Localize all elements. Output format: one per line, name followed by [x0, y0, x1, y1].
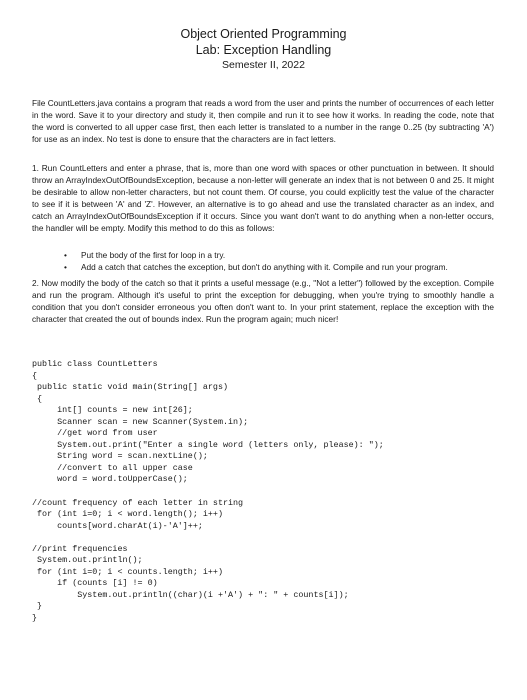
bullet-text: Put the body of the first for loop in a try. [81, 250, 226, 260]
bullet-icon: • [64, 250, 67, 260]
code-line: word = word.toUpperCase(); [32, 474, 188, 485]
code-line: //get word from user [32, 428, 158, 439]
step-2-paragraph: 2. Now modify the body of the catch so that it prints a useful message (e.g., "Not a letter") followed by the exception. Compile and run the program. Although it's useful to print the exception for debugging, when you're trying to smoothly handle a condition that you don't consider erroneous you often don't want to. In your print statement, replace the exception with the character that created the out of bounds index. Run the program again; much nicer! [32, 278, 494, 324]
step-1-paragraph: 1. Run CountLetters and enter a phrase, that is, more than one word with spaces or other punctuation in between. It should throw an ArrayIndexOutOfBoundsException, because a non-letter will generate an index that is not between 0 and 25. It might be desirable to allow non-letter characters, but not count them. Of course, you could explicitly test the value of the character to see if it is between 'A' and 'Z'. However, an alternative is to go ahead and use the translated character as an index, and catch an ArrayIndexOutOfBoundsException if it occurs. Since you want don't want to do anything when a non-letter occurs, the handler will be empty. Modify this method to do this as follows: [32, 163, 494, 233]
code-line: //count frequency of each letter in string [32, 497, 244, 508]
code-line: public class CountLetters [32, 359, 158, 369]
code-line: for (int i=0; i < counts.length; i++) [32, 566, 223, 577]
code-line: //print frequencies [32, 543, 128, 554]
document-subtitle: Lab: Exception Handling [195, 43, 332, 57]
code-line: if (counts [i] != 0) [32, 578, 158, 589]
code-line: //convert to all upper case [32, 462, 193, 473]
bullet-text: Add a catch that catches the exception, but don't do anything with it. Compile and run your program. [81, 261, 448, 272]
semester-label: Semester II, 2022 [222, 59, 305, 71]
code-line: System.out.println(); [32, 555, 143, 566]
bullet-item [64, 250, 494, 262]
code-line: { [32, 370, 38, 381]
code-line: int[] counts = new int[26]; [32, 405, 193, 416]
code-line: String word = scan.nextLine(); [32, 451, 208, 462]
code-line: System.out.print("Enter a single word (letters only, please): "); [32, 439, 384, 450]
code-line: } [32, 613, 38, 624]
step-1-bullet-list [64, 250, 494, 274]
bullet-item [64, 262, 494, 274]
code-listing [32, 359, 384, 625]
code-line: } [32, 601, 43, 612]
bullet-icon: • [64, 261, 67, 272]
code-line: System.out.println((char)(i +'A') + ": " + counts[i]); [32, 589, 349, 600]
code-line: { [32, 393, 43, 404]
document-title: Object Oriented Programming [180, 27, 347, 41]
code-line: for (int i=0; i < word.length(); i++) [32, 509, 223, 520]
code-line: public static void main(String[] args) [32, 382, 229, 393]
code-line: Scanner scan = new Scanner(System.in); [32, 416, 249, 427]
intro-paragraph: File CountLetters.java contains a program that reads a word from the user and prints the number of occurrences of each letter in the word. Save it to your directory and study it, then compile and run it to see how it works. In reading the code, note that the word is converted to all upper case first, then each letter is translated to a number in the range 0..25 (by subtracting 'A') for use as an index. No test is done to ensure that the characters are in fact letters. [32, 98, 494, 144]
code-line: counts[word.charAt(i)-'A']++; [32, 520, 203, 531]
